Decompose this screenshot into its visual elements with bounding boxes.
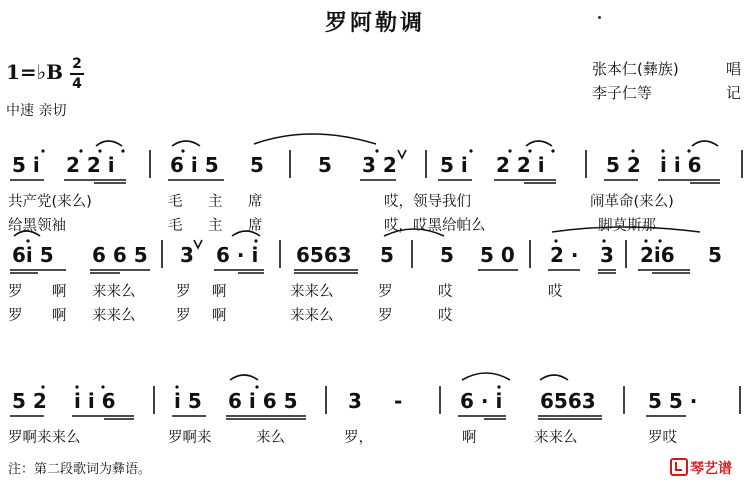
lyric-l1-v1-seg3: 主 [208,194,223,210]
lyric-l2-v1-seg9: 哎 [548,284,563,300]
svg-text:2 2 i: 2 2 i [66,153,115,177]
credit-singer-name: 张本仁(彝族) [592,60,679,78]
lyric-l3-seg7: 罗哎 [648,430,677,446]
lyric-l2-v1-seg2: 啊 [52,284,67,300]
svg-text:6 · i: 6 · i [460,389,503,413]
svg-text:5 i: 5 i [440,153,468,177]
lyric-l1-v2-seg5: 哎，哎黑给帕么 [384,218,486,234]
lyric-l2-v1-seg3: 来来么 [92,284,136,300]
lyric-l1-v1-seg2: 毛 [168,194,183,210]
lyric-l2-v2-seg3: 来来么 [92,308,136,324]
site-logo [670,458,732,478]
lyric-l2-v2-seg4: 罗 [176,308,191,324]
logo-mark-icon [670,458,688,476]
lyric-l3-seg4: 罗， [344,430,373,446]
svg-text:5 5 ·: 5 5 · [648,389,698,413]
svg-text:6 i 6 5: 6 i 6 5 [228,389,298,413]
lyric-l1-v1-seg1: 共产党(来么) [8,194,92,210]
svg-text:i i 6: i i 6 [660,153,702,177]
svg-text:5: 5 [250,153,264,177]
svg-text:6563: 6563 [296,243,352,267]
lyric-l2-v2-seg7: 罗 [378,308,393,324]
lyric-l2-v1-seg6: 来来么 [290,284,334,300]
svg-text:5: 5 [440,243,454,267]
logo-text: 琴艺谱 [690,461,732,477]
lyric-l2-v1-seg5: 啊 [212,284,227,300]
lyric-l1-v1-seg6: 闹革命(来么) [590,194,674,210]
svg-text:5 2: 5 2 [606,153,641,177]
svg-text:3: 3 [348,389,362,413]
lyric-l3-seg6: 来来么 [534,430,578,446]
key-signature: 1=♭B [6,60,64,84]
credit-singer-role: 唱 [726,60,742,78]
lyric-l2-v1-seg4: 罗 [176,284,191,300]
lyric-l3-seg3: 来么 [256,430,285,446]
svg-text:5 0: 5 0 [480,243,515,267]
song-title: 罗阿勒调 [324,11,425,36]
score-line-3 [12,389,697,413]
lyric-l1-v2-seg6: 脚莫斯那 [598,218,656,234]
svg-text:2 ·: 2 · [550,243,579,267]
svg-text:3 2: 3 2 [362,153,397,177]
lyric-l2-v1-seg7: 罗 [378,284,393,300]
credit-notator-name: 李子仁等 [592,84,653,102]
lyric-l1-v1-seg4: 席 [248,194,263,210]
lyric-l2-v1-seg1: 罗 [8,284,23,300]
time-sig-top: 2 [72,56,82,72]
lyric-l2-v2-seg1: 罗 [8,308,23,324]
svg-text:6 6 5: 6 6 5 [92,243,148,267]
lyric-l1-v2-seg4: 席 [248,218,263,234]
lyric-l1-v2-seg2: 毛 [168,218,183,234]
lyric-l1-v2-seg1: 给黑领袖 [8,218,66,234]
lyric-l3-seg2: 罗啊来 [168,430,212,446]
score-line-3-marks [10,373,740,419]
tempo-marking: 中速 亲切 [6,103,67,119]
time-sig-bottom: 4 [72,76,82,92]
lyric-l2-v2-seg5: 啊 [212,308,227,324]
lyric-l3-seg5: 啊 [462,430,477,446]
svg-text:-: - [394,389,403,413]
score-line-2 [12,243,722,267]
svg-text:2i6: 2i6 [640,243,675,267]
svg-text:5: 5 [380,243,394,267]
svg-text:5: 5 [708,243,722,267]
score-line-1 [12,153,702,177]
svg-text:6 i 5: 6 i 5 [170,153,219,177]
svg-text:5 2: 5 2 [12,389,47,413]
svg-text:5: 5 [318,153,332,177]
svg-text:5 i: 5 i [12,153,40,177]
svg-text:3: 3 [180,243,194,267]
credit-notator-role: 记 [726,84,742,102]
lyric-l2-v1-seg8: 哎 [438,284,453,300]
lyric-l2-v2-seg8: 哎 [438,308,453,324]
svg-text:6 · i: 6 · i [216,243,259,267]
svg-text:2 2 i: 2 2 i [496,153,545,177]
svg-text:i 5: i 5 [174,389,202,413]
lyric-l1-v2-seg3: 主 [208,218,223,234]
footnote: 注：第二段歌词为彝语。 [8,462,152,477]
svg-text:6563: 6563 [540,389,596,413]
svg-text:6i 5: 6i 5 [12,243,54,267]
svg-text:i i 6: i i 6 [74,389,116,413]
lyric-l2-v2-seg2: 啊 [52,308,67,324]
svg-text:3: 3 [600,243,614,267]
lyric-l3-seg1: 罗啊来来么 [8,430,81,446]
lyric-l2-v2-seg6: 来来么 [290,308,334,324]
lyric-l1-v1-seg5: 哎，领导我们 [384,194,471,210]
